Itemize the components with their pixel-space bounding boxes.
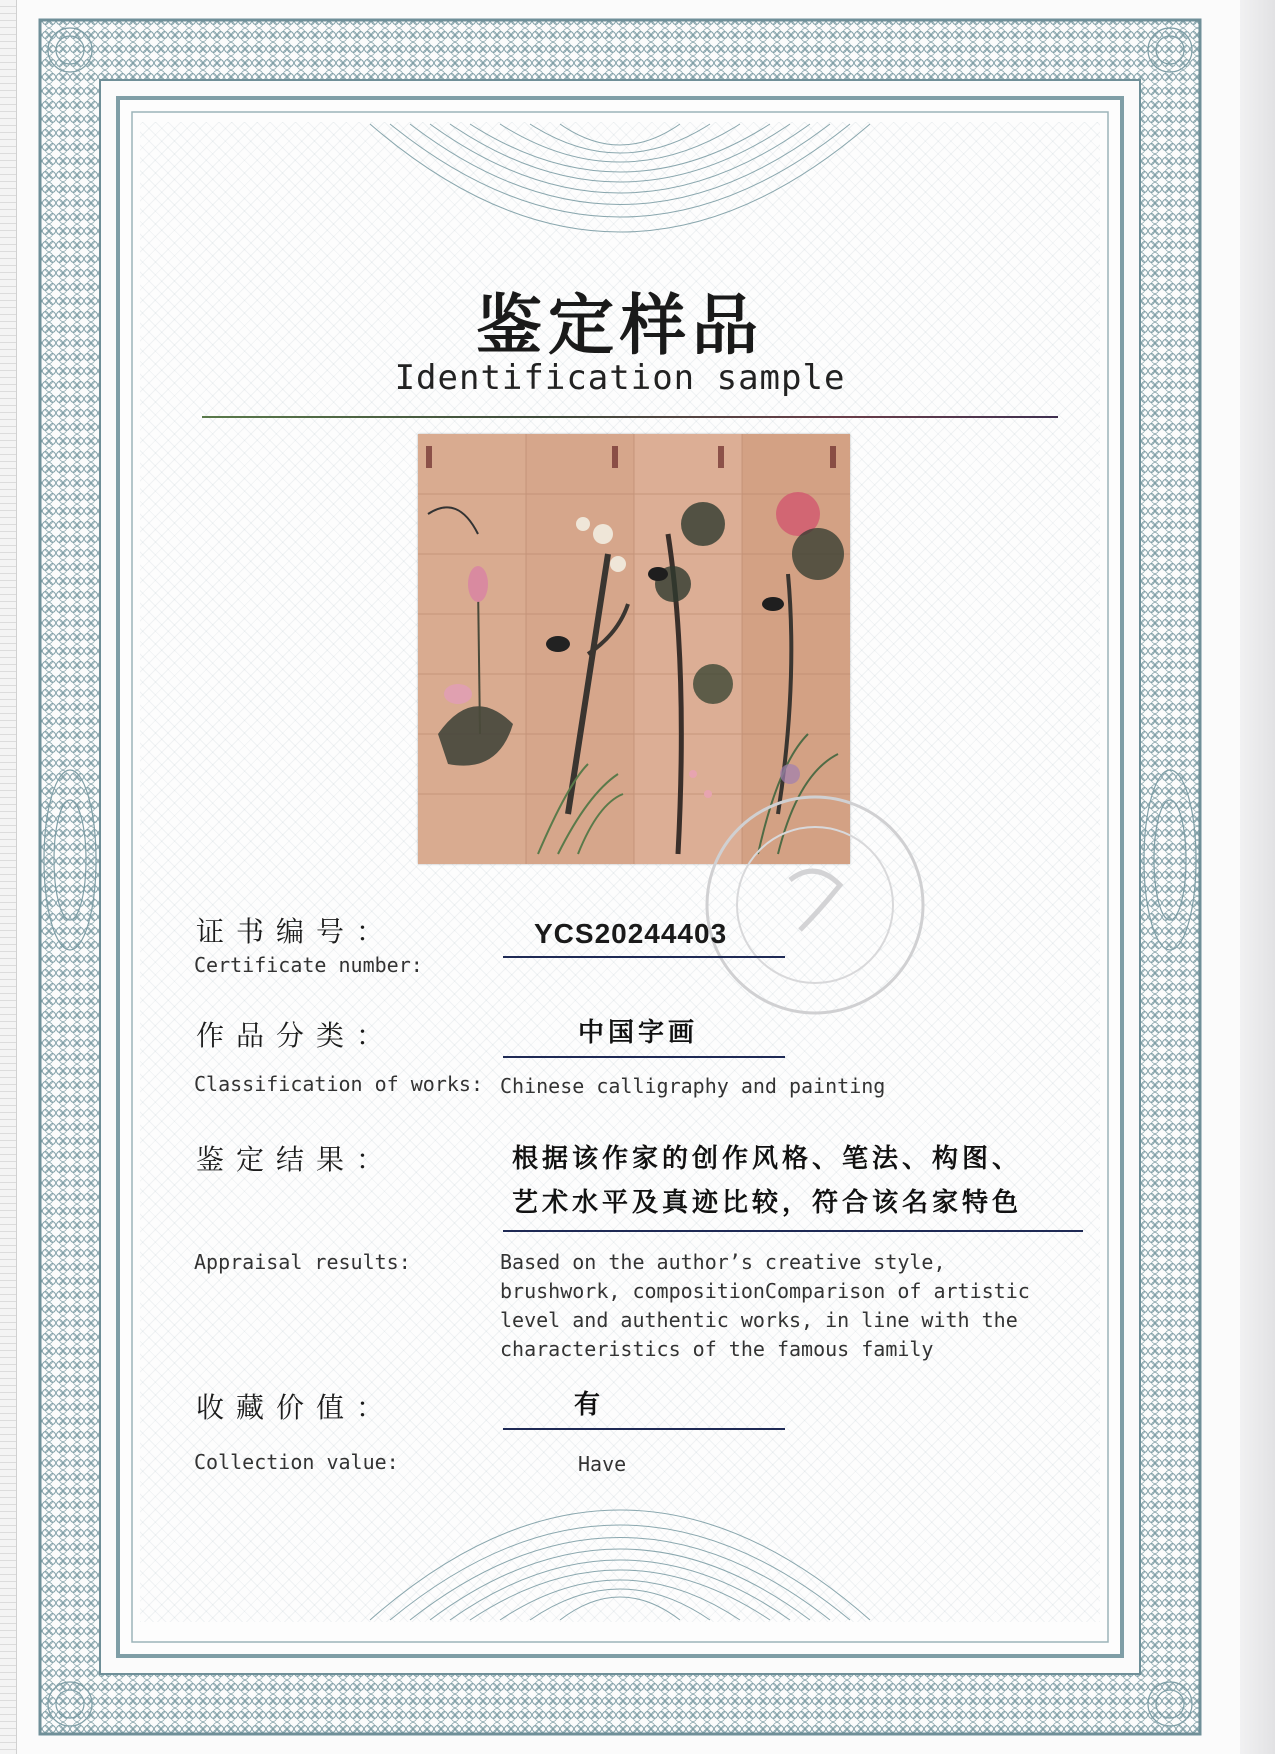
appraisal-value-line2: 艺术水平及真迹比较，符合该名家特色 — [512, 1188, 1023, 1218]
certificate-number-value: YCS20244403 — [534, 918, 728, 949]
collection-value-en: Have — [578, 1452, 627, 1476]
collection-value-underline — [503, 1428, 785, 1430]
appraisal-label-en: Appraisal results: — [194, 1250, 411, 1274]
title-english: Identification sample — [394, 358, 846, 398]
certificate-number-label: 证书编号： — [196, 915, 397, 948]
classification-value: 中国字画 — [578, 1018, 699, 1048]
classification-value-en: Chinese calligraphy and painting — [500, 1074, 886, 1098]
certificate-number-label-en: Certificate number: — [194, 953, 423, 977]
appraisal-value-line1: 根据该作家的创作风格、笔法、构图、 — [512, 1144, 1023, 1174]
page-edge — [1240, 0, 1275, 1754]
appraisal-label: 鉴定结果： — [196, 1143, 397, 1176]
certificate-number-underline — [503, 956, 785, 958]
collection-value-label: 收藏价值： — [196, 1391, 397, 1424]
appraisal-underline — [503, 1230, 1083, 1232]
title-chinese: 鉴定样品 — [476, 286, 764, 364]
collection-value-label-en: Collection value: — [194, 1450, 399, 1474]
collection-value: 有 — [574, 1390, 605, 1420]
classification-label: 作品分类： — [196, 1019, 397, 1052]
classification-underline — [503, 1056, 785, 1058]
appraisal-value-en: Based on the author’s creative style, brushwork, compositionComparison of artistic level and authentic works, in line with the characteristics of the famous family — [500, 1250, 1030, 1361]
classification-label-en: Classification of works: — [194, 1072, 483, 1096]
